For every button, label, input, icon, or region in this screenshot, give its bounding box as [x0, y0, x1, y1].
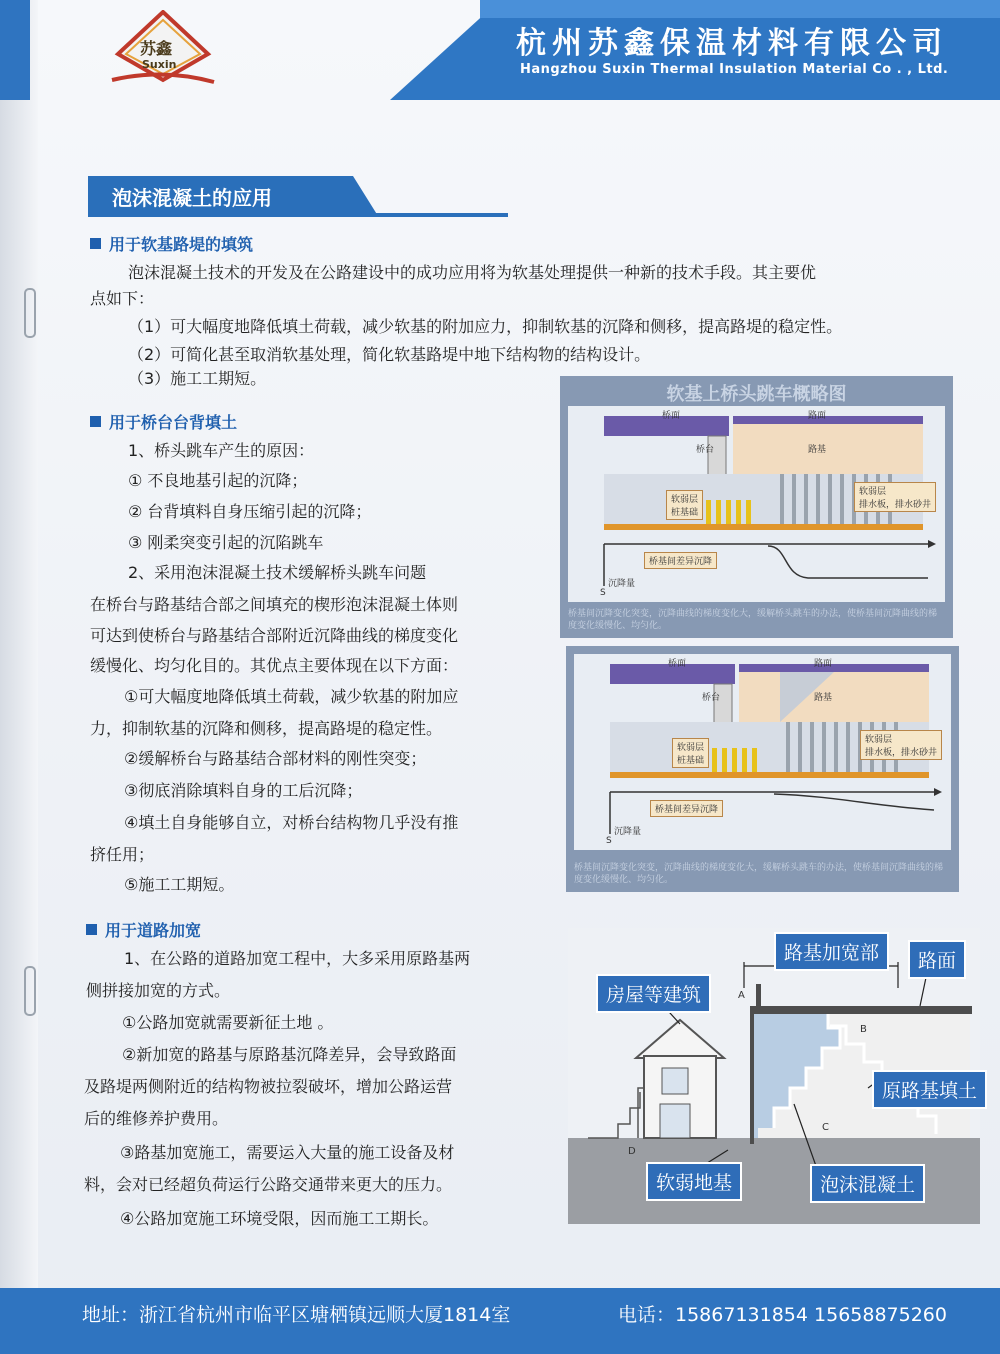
s2-line-6: 在桥台与路基结合部之间填充的楔形泡沫混凝土体则: [90, 595, 459, 614]
bridge-jump-diagram-2: [566, 646, 959, 892]
s2-line-14: 挤任用；: [90, 845, 155, 864]
s1-line-5: （3）施工工期短。: [128, 369, 267, 388]
footer-address: 地址：浙江省杭州市临平区塘栖镇远顺大厦1814室: [82, 1304, 511, 1326]
company-name-cn: 杭州苏鑫保温材料有限公司: [516, 26, 948, 61]
diagram-canvas: [568, 406, 945, 602]
s3-line-9: ④公路加宽施工环境受限，因而施工工期长。: [120, 1209, 439, 1228]
s2-line-7: 可达到使桥台与路基结合部附近沉降曲线的梯度变化: [90, 626, 459, 645]
heading-soft-foundation: [90, 232, 253, 255]
binding-edge: [0, 0, 38, 1354]
s2-line-9: ①可大幅度地降低填土荷载，减少软基的附加应: [124, 687, 459, 706]
s2-line-11: ②缓解桥台与路基结合部材料的刚性突变；: [124, 749, 427, 768]
label-drain: 软弱层 排水板，排水砂井: [854, 482, 936, 512]
heading-text: 用于软基路堤的填筑: [109, 235, 254, 254]
s3-line-7: ③路基加宽施工，需要运入大量的施工设备及材: [120, 1143, 455, 1162]
diagram-canvas: [574, 654, 951, 850]
label-subgrade: 路基: [808, 445, 827, 455]
s1-line-4: （2）可简化甚至取消软基处理，简化软基路堤中地下结构物的结构设计。: [128, 345, 651, 364]
label-foam-concrete: 泡沫混凝土: [810, 1164, 925, 1203]
s2-line-4: ③ 刚柔突变引起的沉陷跳车: [128, 533, 324, 552]
s2-line-1: 1、桥头跳车产生的原因：: [128, 441, 315, 460]
header-stripe: [480, 0, 1000, 18]
point-c: C: [822, 1122, 829, 1133]
s2-line-15: ⑤施工工期短。: [124, 875, 235, 894]
s3-line-4: ②新加宽的路基与原路基沉降差异，会导致路面: [122, 1045, 457, 1064]
label-settlement: 沉降量: [614, 827, 642, 837]
heading-road-widening: [86, 918, 201, 941]
s3-line-5: 及路堤两侧附近的结构物被拉裂破坏，增加公路运营: [84, 1077, 453, 1096]
label-soft-layer: 软弱层 桩基础: [666, 490, 703, 520]
label-buildings: 房屋等建筑: [596, 974, 711, 1013]
label-bridge-deck: 桥面: [662, 411, 681, 421]
s1-line-1: 泡沫混凝土技术的开发及在公路建设中的成功应用将为软基处理提供一种新的技术手段。其主要优: [128, 263, 817, 282]
label-s: S: [606, 836, 612, 846]
s3-line-6: 后的维修养护费用。: [84, 1109, 229, 1128]
s3-line-3: ①公路加宽就需要新征土地 。: [122, 1013, 334, 1032]
s2-line-8: 缓慢化、均匀化目的。其优点主要体现在以下方面：: [90, 656, 459, 675]
section-title-underline: [88, 213, 508, 217]
s2-line-10: 力，抑制软基的沉降和侧移，提高路堤的稳定性。: [90, 719, 443, 738]
bullet-square-icon: [90, 238, 101, 249]
label-diff-settlement: 桥基间差异沉降: [644, 552, 717, 569]
label-subgrade: 路基: [814, 693, 833, 703]
label-road-surface: 路面: [814, 659, 833, 669]
section-title: 泡沫混凝土的应用: [112, 186, 272, 210]
label-pavement: 路面: [908, 940, 966, 979]
heading-text: 用于道路加宽: [105, 921, 202, 940]
label-settlement: 沉降量: [608, 579, 636, 589]
staple-top: [24, 288, 36, 338]
diagram-caption: 桥基间沉降变化突变，沉降曲线的梯度变化大，缓解桥头跳车的办法，使桥基间沉降曲线的梯度变化缓慢化、均匀化。: [574, 863, 944, 885]
logo-text-en: Suxin: [142, 58, 177, 71]
logo-text-cn: 苏鑫: [140, 39, 173, 58]
s2-line-13: ④填土自身能够自立，对桥台结构物几乎没有推: [124, 813, 459, 832]
staple-bottom: [24, 966, 36, 1016]
s2-line-5: 2、采用泡沫混凝土技术缓解桥头跳车问题: [128, 563, 427, 582]
footer-phone: 电话：15867131854 15658875260: [618, 1304, 947, 1326]
s2-line-2: ① 不良地基引起的沉降；: [128, 471, 308, 490]
label-widening: 路基加宽部: [774, 932, 889, 971]
label-diff-settlement: 桥基间差异沉降: [650, 800, 723, 817]
s2-line-3: ② 台背填料自身压缩引起的沉降；: [128, 502, 372, 521]
company-name-en: Hangzhou Suxin Thermal Insulation Material Co . , Ltd.: [520, 62, 949, 77]
s3-line-2: 侧拼接加宽的方式。: [86, 981, 231, 1000]
s1-line-2: 点如下：: [90, 289, 155, 308]
s3-line-8: 料，会对已经超负荷运行公路交通带来更大的压力。: [84, 1175, 453, 1194]
label-original-fill: 原路基填土: [872, 1070, 987, 1109]
heading-bridge-abutment: [90, 410, 237, 433]
label-bridge-deck: 桥面: [668, 659, 687, 669]
label-road-surface: 路面: [808, 411, 827, 421]
header-left-band: [0, 0, 30, 100]
label-drain: 软弱层 排水板，排水砂井: [860, 730, 942, 760]
point-a: A: [738, 990, 745, 1001]
diagram-title: 软基上桥头跳车概略图: [666, 384, 847, 405]
label-abutment: 桥台: [702, 693, 721, 703]
bridge-jump-diagram-1: [560, 376, 953, 638]
heading-text: 用于桥台台背填土: [109, 413, 238, 432]
label-abutment: 桥台: [696, 445, 715, 455]
s1-line-3: （1）可大幅度地降低填土荷载，减少软基的附加应力，抑制软基的沉降和侧移，提高路堤的稳定性。: [128, 317, 843, 336]
point-d: D: [628, 1146, 636, 1157]
diagram-caption: 桥基间沉降变化突变，沉降曲线的梯度变化大，缓解桥头跳车的办法，使桥基间沉降曲线的梯度变化缓慢化、均匀化。: [568, 609, 938, 631]
s3-line-1: 1、在公路的道路加宽工程中，大多采用原路基两: [124, 949, 471, 968]
label-s: S: [600, 588, 606, 598]
point-b: B: [860, 1024, 867, 1035]
road-widening-diagram: [568, 928, 980, 1224]
label-soft-ground: 软弱地基: [646, 1162, 742, 1201]
s2-line-12: ③彻底消除填料自身的工后沉降；: [124, 781, 363, 800]
bullet-square-icon: [86, 924, 97, 935]
label-soft-layer: 软弱层 桩基础: [672, 738, 709, 768]
bullet-square-icon: [90, 416, 101, 427]
